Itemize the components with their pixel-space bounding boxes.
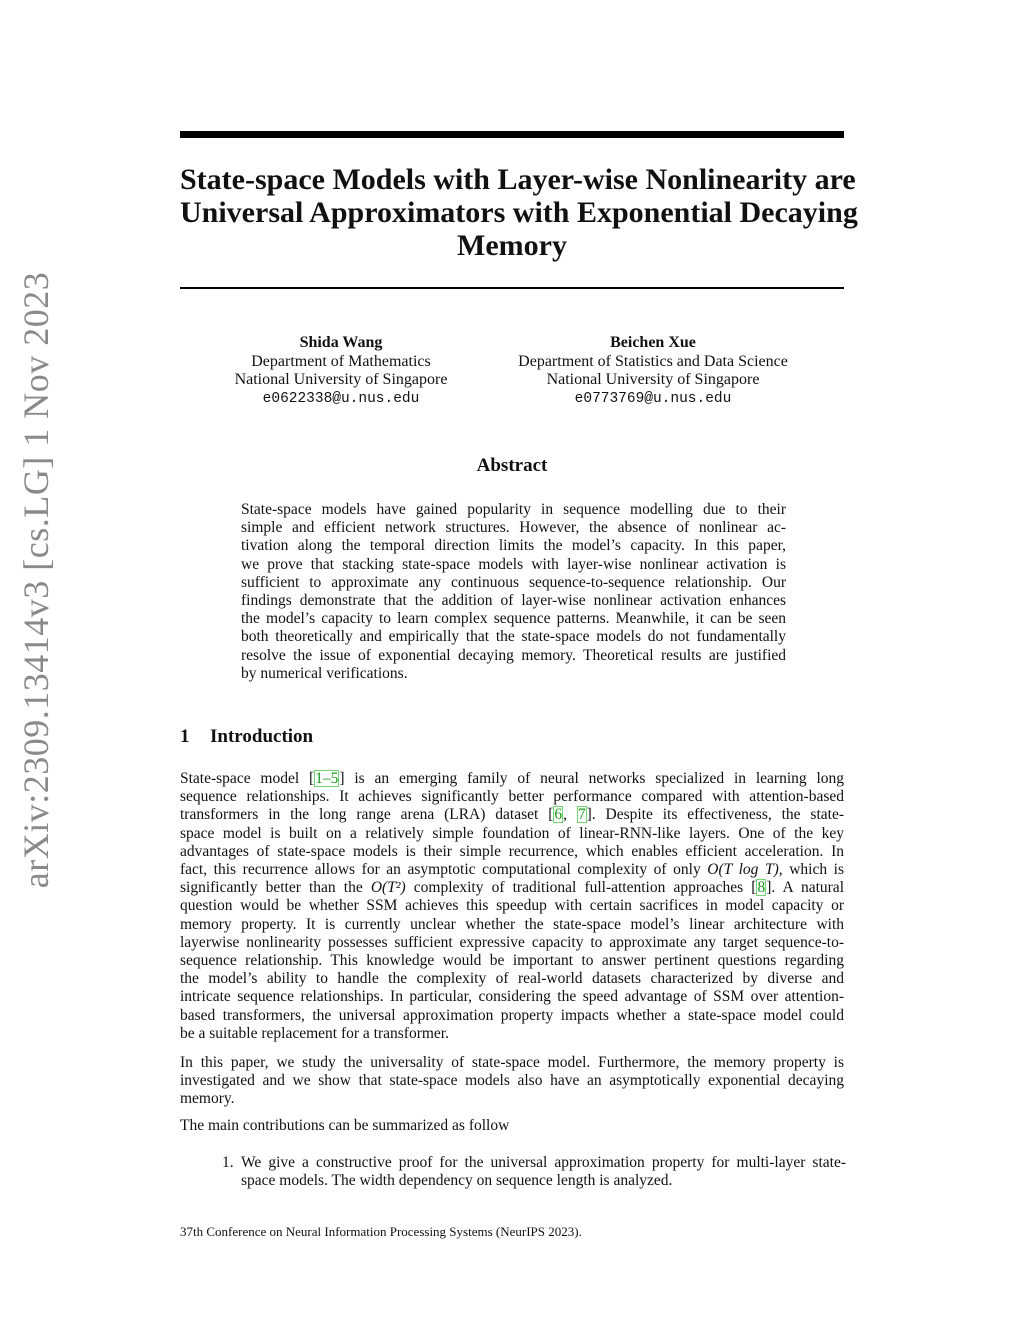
paragraph-line: The main contributions can be summarized as follow [180,1117,510,1134]
abstract-line: findings demonstrate that the addition of layer-wise nonlinear activation enhances [241,592,786,610]
author-name: Beichen Xue [610,334,696,351]
abstract-heading: Abstract [476,455,548,476]
title-line: Memory [457,229,567,262]
abstract-line: simple and efficient network structures. However, the absence of nonlinear ac- [241,519,786,537]
section-title: Introduction [210,726,314,747]
math-expression: O(T²) [370,879,406,897]
paragraph-line: In this paper, we study the universality of state-space model. Furthermore, the memory property is [180,1054,844,1071]
paragraph-line: be a suitable replacement for a transformer. [180,1024,449,1042]
paragraph-line: space model is built on a relatively simple foundation of linear-RNN-like layers. One of the key [180,824,844,842]
author-name: Shida Wang [299,334,383,351]
author-block-2 [492,334,814,408]
conference-footnote: 37th Conference on Neural Information Processing Systems (NeurIPS 2023). [180,1224,582,1239]
intro-paragraph-1 [180,770,844,1043]
title-line: State-space Models with Layer-wise Nonlinearity are [180,163,856,196]
paragraph-line: advantages of state-space models is their simple recurrence, which enables efficient acceleration. In [180,842,844,860]
paragraph-line: memory. [180,1090,235,1108]
abstract-line: State-space models have gained popularity in sequence modelling due to their [241,501,786,518]
author-email[interactable]: e0773769@u.nus.edu [574,390,732,407]
author-department: Department of Mathematics [251,352,431,370]
author-institution: National University of Singapore [234,371,448,388]
author-institution: National University of Singapore [546,371,760,388]
citation-link[interactable]: 8 [757,879,766,897]
paragraph-line: based transformers, the universal approximation property impacts whether a state-space model could [180,1006,844,1024]
paragraph-line: memory property. It is currently unclear whether the state-space model’s linear architecture with [180,915,844,933]
author-block-1 [220,334,462,408]
author-email[interactable]: e0622338@u.nus.edu [262,390,420,407]
paragraph-line: fact, this recurrence allows for an asymptotic computational complexity of only O(T log T), which is [180,861,844,879]
paragraph-line: transformers in the long range arena (LRA) dataset [6, 7]. Despite its effectiveness, the state- [180,806,844,824]
intro-paragraph-2 [180,1054,844,1109]
title-rule-top [180,131,844,138]
author-department: Department of Statistics and Data Science [518,352,788,370]
paragraph-line: intricate sequence relationships. In particular, considering the speed advantage of SSM over attention- [180,988,844,1006]
list-item-line: We give a constructive proof for the universal approximation property for multi-layer state- [241,1154,846,1171]
citation-link[interactable]: 6 [554,806,563,824]
abstract-line: tivation along the temporal direction limits the model’s capacity. In this paper, [241,537,786,555]
abstract-body [241,501,786,683]
arxiv-identifier-stamp [6,210,66,950]
arxiv-identifier-text: arXiv:2309.13414v3 [cs.LG] 1 Nov 2023 [16,271,56,889]
paragraph-line: significantly better than the O(T²) complexity of traditional full-attention approaches [8]. A natural [180,879,844,897]
paper-title [180,163,858,262]
abstract-line: by numerical verifications. [241,664,408,682]
paragraph-line: sequence relationship. This knowledge would be important to answer pertinent questions regarding [180,952,844,970]
title-line: Universal Approximators with Exponential Decaying [180,196,858,229]
abstract-line: we prove that stacking state-space models with layer-wise nonlinear activation is [241,555,786,573]
abstract-line: the model’s capacity to learn complex sequence patterns. Meanwhile, it can be seen [241,610,786,628]
section-number: 1 [180,726,190,747]
paragraph-line: layerwise nonlinearity possesses sufficient expressive capacity to approximate any target sequence-to- [180,933,844,951]
citation-link[interactable]: 1–5 [315,770,339,787]
paragraph-line: investigated and we show that state-space models also have an asymptotically exponential decaying [180,1072,844,1090]
list-marker: 1. [222,1154,234,1171]
list-item-line: space models. The width dependency on sequence length is analyzed. [241,1172,673,1190]
list-item-body [241,1154,846,1190]
citation-link[interactable]: 7 [577,806,586,824]
abstract-line: resolve the issue of exponential decaying memory. Theoretical results are justified [241,646,786,664]
title-rule-bottom [180,287,844,289]
abstract-line: both theoretically and empirically that the state-space models do not fundamentally [241,628,786,646]
paragraph-line: the model’s ability to handle the complexity of real-world datasets characterized by diverse and [180,970,844,988]
section-heading-introduction [180,726,313,748]
paragraph-line: sequence relationships. It achieves significantly better performance compared with attention-based [180,788,844,806]
paragraph-line: question would be whether SSM achieves this speedup with certain sacrifices in model capacity or [180,897,844,915]
abstract-line: sufficient to approximate any continuous sequence-to-sequence relationship. Our [241,573,786,591]
paragraph-line: State-space model [1–5] is an emerging family of neural networks specialized in learning long [180,770,844,787]
math-expression: O(T log T) [707,861,779,879]
intro-paragraph-3 [180,1117,844,1135]
